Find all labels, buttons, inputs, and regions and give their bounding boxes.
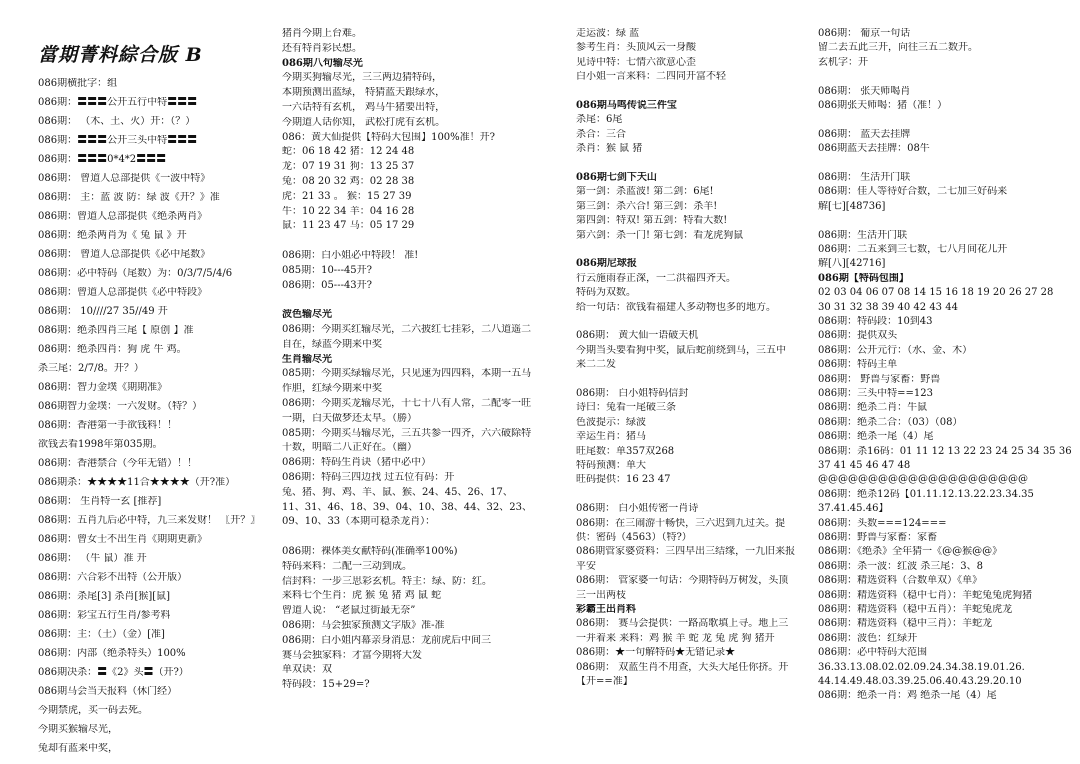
col1-text-line: 086期：绝杀四肖：狗 虎 牛 鸡。 bbox=[38, 344, 187, 355]
col3-text-line: 086期： 赛马会提供：一路高歌填上寻。地上三 bbox=[576, 618, 789, 629]
col1-text-line: 086期：香港禁合（今年无错）！！ bbox=[38, 458, 198, 469]
col4-text-line: 086期：必中特码大范围 bbox=[818, 647, 928, 658]
col3-text-line: 杀尾：6尾 bbox=[576, 114, 623, 125]
col1-text-line: 086期：曾道人总部提供《绝杀两肖》 bbox=[38, 211, 208, 222]
col1-text-line: 086期： 主：蓝 波 防：绿 波《开？》准 bbox=[38, 192, 220, 203]
col3-text-line: 086期马鸣传说三件宝 bbox=[576, 100, 677, 111]
col1-text-line: 086期：〓〓〓公开五行中特〓〓〓 bbox=[38, 97, 198, 108]
col3-text-line: 旺尾数：单357双268 bbox=[576, 446, 675, 457]
col4-text-line: 086期：头数===124=== bbox=[818, 518, 947, 529]
col2-text-line: 今期道人话你知， 武松打虎有玄机。 bbox=[282, 117, 446, 128]
col2-text-line: 一六话特有玄机， 鸡马牛猪要出特， bbox=[282, 102, 446, 113]
col4-text-line: 086期： 张天师喝肖 bbox=[818, 86, 911, 97]
col2-text-line: 还有特肖彩民想。 bbox=[282, 43, 362, 54]
col2-text-line: 086期：05---43开? bbox=[282, 280, 373, 291]
col4-text-line: 解[八][42716] bbox=[818, 258, 886, 269]
col1-text-line: 杀三尾：2/7/8。开？） bbox=[38, 363, 144, 374]
col4-text-line: 086期：佳人等待好合数，二七加三好码来 bbox=[818, 186, 1008, 197]
col3-text-line: 供：密码（4563）（特?） bbox=[576, 532, 692, 543]
col2-text-line: 086期：今期买龙输尽光，十七十八有人常，二配零一旺 bbox=[282, 398, 532, 409]
col2-text-line: 赛马会独家料：才富今期将大发 bbox=[282, 650, 422, 661]
col1-text-line: 086期：〓〓〓0*4*2〓〓〓 bbox=[38, 154, 167, 165]
col2-text-line: 09、10、33（本期可稳杀龙肖）： bbox=[282, 516, 436, 527]
col1-text-line: 今期买猴输尽光， bbox=[38, 724, 118, 735]
col2-text-line: 一期，白天做梦还太早。（勝） bbox=[282, 413, 417, 424]
col3-text-line: 平安 bbox=[576, 561, 596, 572]
col4-text-line: 086期：精选资料（稳中七肖）：羊蛇兔兔虎狗猪 bbox=[818, 590, 1033, 601]
col4-text-line: 086期： 野兽与家畜：野兽 bbox=[818, 374, 941, 385]
col2-text-line: 特码来料：二配一三动到成。 bbox=[282, 561, 412, 572]
col2-text-line: 特码段：15+29=? bbox=[282, 679, 370, 690]
col3-text-line: 杀合：三合 bbox=[576, 129, 626, 140]
col4-text-line: 086期：提供双头 bbox=[818, 330, 898, 341]
col3-text-line: 给一句话：欲钱看福建人多动物也多的地方。 bbox=[576, 302, 776, 313]
col2-text-line: 作胆，红绿今期来中奖 bbox=[282, 383, 382, 394]
col4-text-line: @@@@@@@@@@@@@@@@@@@@@ bbox=[818, 474, 1028, 485]
col1-text-line: 086期： 生肖特一玄 [推荐] bbox=[38, 496, 162, 507]
col4-text-line: 086期：二五来到三七数，七八月间花儿开 bbox=[818, 244, 1008, 255]
col4-text-line: 086期蓝天去挂牌：08牛 bbox=[818, 143, 930, 154]
col4-text-line: 086期：公开元行：（水、金、木） bbox=[818, 345, 973, 356]
col4-text-line: 086期：杀一波：红波 杀三尾：3、8 bbox=[818, 561, 983, 572]
col3-text-line: 【开==准】 bbox=[576, 676, 633, 687]
col2-text-line: 086：黄大仙提供【特码大包围】100%准！开? bbox=[282, 132, 496, 143]
col3-text-line: 086期管家婆资料：三四早出三结缘，一九旧来报 bbox=[576, 546, 796, 557]
col2-text-line: 086期：特码三四边找 过五位有码：开 bbox=[282, 472, 455, 483]
col2-text-line: 086期：今期买红输尽光，二六披红七挂彩，二八道遥二 bbox=[282, 324, 532, 335]
col1-text-line: 086期： 曾道人总部提供《必中尾数》 bbox=[38, 249, 211, 260]
col2-text-line: 086期八句输尽光 bbox=[282, 58, 363, 69]
col2-text-line: 来料七个生肖：虎 猴 兔 猪 鸡 鼠 蛇 bbox=[282, 590, 442, 601]
col2-text-line: 蛇：06 18 42 猪：12 24 48 bbox=[282, 146, 415, 157]
col1-text-line: 086期：内部（绝杀特头）100% bbox=[38, 648, 186, 659]
col3-text-line: 一并着来 来料：鸡 猴 羊 蛇 龙 兔 虎 狗 猪开 bbox=[576, 633, 775, 644]
col3-text-line: 特码为双数。 bbox=[576, 287, 636, 298]
col2-text-line: 11、31、46、18、39、04、10、38、44、32、23、 bbox=[282, 502, 532, 513]
col4-text-line: 086期【特码包围】 bbox=[818, 273, 909, 284]
col2-text-line: 牛：10 22 34 羊：04 16 28 bbox=[282, 206, 415, 217]
col2-text-line: 086期：白小姐必中特段！ 准! bbox=[282, 250, 419, 261]
col2-text-line: 生肖输尽光 bbox=[282, 354, 332, 365]
col1-text-line: 086期：杀尾[3] 杀肖[猴][鼠] bbox=[38, 591, 171, 602]
col2-text-line: 本期预测出蓝绿， 特猜蓝天跟绿水， bbox=[282, 87, 446, 98]
col3-text-line: 走运波：绿 蓝 bbox=[576, 28, 640, 39]
col4-text-line: 086期：精选资料（稳中三肖）：羊蛇龙 bbox=[818, 618, 993, 629]
col1-text-line: 086期：智力金墣《期期准》 bbox=[38, 382, 168, 393]
col4-text-line: 086期：野兽与家畜：家畜 bbox=[818, 532, 938, 543]
col4-text-line: 086期：绝杀一尾（4）尾 bbox=[818, 431, 934, 442]
col1-text-line: 086期： 曾道人总部提供《一波中特》 bbox=[38, 173, 211, 184]
col3-text-line: 086期： 白小姐传密一肖诗 bbox=[576, 503, 699, 514]
col3-text-line: 行云施雨春正深，一二洪福四齐天。 bbox=[576, 273, 736, 284]
col3-text-line: 086期：在三闹游十畅快，三六迟到九过关。提 bbox=[576, 518, 786, 529]
col2-text-line: 龙：07 19 31 狗：13 25 37 bbox=[282, 161, 415, 172]
col2-text-line: 085期：今期买马输尽光，三五共参一四齐，六六破除特 bbox=[282, 428, 532, 439]
col4-text-line: 086期：杀16码：01 11 12 13 22 23 24 25 34 35 36 bbox=[818, 446, 1072, 457]
col1-text-line: 086期智力金墣：一六发财。（特？） bbox=[38, 401, 203, 412]
col2-text-line: 信封料：一步三思彩玄机。特主：绿、防：红。 bbox=[282, 576, 492, 587]
col1-text-line: 欲钱去看1998年第035期。 bbox=[38, 439, 163, 450]
col1-text-line: 086期：香港第一手欲钱料！！ bbox=[38, 420, 178, 431]
col1-text-line: 086期：绝杀两肖为《 兔 鼠 》开 bbox=[38, 230, 187, 241]
col4-text-line: 37 41 45 46 47 48 bbox=[818, 460, 911, 471]
col3-text-line: 色波提示：绿波 bbox=[576, 417, 646, 428]
col1-text-line: 086期： （牛 鼠）准 开 bbox=[38, 553, 147, 564]
col1-text-line: 086期马会当天报料（休门经） bbox=[38, 686, 178, 697]
col3-text-line: 旺码提供：16 23 47 bbox=[576, 474, 671, 485]
col4-text-line: 解[七][48736] bbox=[818, 201, 886, 212]
col1-text-line: 086期： （木、土、火）开：（？） bbox=[38, 116, 196, 127]
col1-text-line: 086期：〓〓〓公开三头中特〓〓〓 bbox=[38, 135, 198, 146]
col2-text-line: 单双诀：双 bbox=[282, 664, 332, 675]
col1-text-line: 086期： 10////27 35//49 开 bbox=[38, 306, 168, 317]
col3-text-line: 特码预测：单大 bbox=[576, 460, 646, 471]
col3-text-line: 见诗中特：七情六欲意心歪 bbox=[576, 57, 696, 68]
col2-text-line: 波色输尽光 bbox=[282, 309, 332, 320]
col4-text-line: 086期：三头中特==123 bbox=[818, 388, 933, 399]
col4-text-line: 086期：特码段：10到43 bbox=[818, 316, 933, 327]
col1-text-line: 今期禁虎，买一码去死。 bbox=[38, 705, 148, 716]
col4-text-line: 086期张天师喝：猪（准！） bbox=[818, 100, 948, 111]
col1-text-line: 086期：绝杀四肖三尾【 原创 】准 bbox=[38, 325, 194, 336]
col3-text-line: 幸运生肖：猪马 bbox=[576, 431, 646, 442]
col4-text-line: 086期： 生活开门联 bbox=[818, 172, 911, 183]
col2-text-line: 085期：今期买绿输尽光，只见速为四四料，本期一五马 bbox=[282, 368, 532, 379]
col4-text-line: 086期：绝杀二肖：牛鼠 bbox=[818, 402, 928, 413]
col3-text-line: 086期： 双蓝生肖不用查，大头大尾任你挤。开 bbox=[576, 662, 789, 673]
col2-text-line: 086期：白小姐内幕亲身消息：龙前虎后中间三 bbox=[282, 635, 492, 646]
col4-text-line: 36.33.13.08.02.02.09.24.34.38.19.01.26. bbox=[818, 662, 1025, 673]
col1-text-line: 086期决杀：〓《2》头〓（开?） bbox=[38, 667, 189, 678]
col2-text-line: 086期：裸体美女献特码(准确率100%) bbox=[282, 546, 458, 557]
col3-text-line: 086期七剑下天山 bbox=[576, 172, 657, 183]
col3-text-line: 第一剑：杀蓝波! 第二剑：6尾! bbox=[576, 186, 714, 197]
col2-text-line: 曾道人说： “老鼠过街最无奈” bbox=[282, 605, 416, 616]
col4-text-line: 086期：精选资料（稳中五肖）：羊蛇兔虎龙 bbox=[818, 604, 1013, 615]
col1-text-line: 086期横批字：组 bbox=[38, 78, 118, 89]
col3-text-line: 第三剑：杀六合! 第三剑：杀羊! bbox=[576, 201, 718, 212]
col3-text-line: 彩霸王出肖料 bbox=[576, 604, 636, 615]
col4-text-line: 086期：绝杀12码【01.11.12.13.22.23.34.35 bbox=[818, 489, 1034, 500]
col2-text-line: 086期：马会独家预测文字版》准-准 bbox=[282, 620, 445, 631]
col4-text-line: 086期：《绝杀》全年猜一《@@猴@@》 bbox=[818, 546, 1003, 557]
col2-text-line: 今期买狗输尽光，三三两边猜特码， bbox=[282, 72, 442, 83]
col4-text-line: 086期：生活开门联 bbox=[818, 230, 908, 241]
col1-text-line: 086期杀：★★★★11合★★★★（开?准） bbox=[38, 477, 236, 488]
col2-text-line: 十数，明暗二八正好在。（幽） bbox=[282, 442, 417, 453]
col3-text-line: 三一出两枝 bbox=[576, 590, 626, 601]
col4-text-line: 086期： 葡京一句话 bbox=[818, 28, 911, 39]
col3-text-line: 诗曰：兔看一尾破三条 bbox=[576, 402, 676, 413]
col1-text-line: 兔却有蓝来中奖， bbox=[38, 743, 118, 754]
col3-text-line: 第六剑：杀一门! 第七剑：看龙虎狗鼠 bbox=[576, 230, 744, 241]
col1-text-line: 086期：必中特码（尾数）为：0/3/7/5/4/6 bbox=[38, 268, 233, 279]
col4-text-line: 086期：精选资料（合数单双）《单》 bbox=[818, 575, 983, 586]
document-title: 當期菁料綜合版 B bbox=[38, 44, 203, 66]
col4-text-line: 086期：绝杀一肖：鸡 绝杀一尾（4）尾 bbox=[818, 690, 997, 701]
col2-text-line: 虎：21 33 。 猴：15 27 39 bbox=[282, 191, 412, 202]
col2-text-line: 兔、猪、狗、鸡、羊、鼠、猴、24、45、26、17、 bbox=[282, 487, 513, 498]
col1-text-line: 086期：五肖九后必中特，九三来发财！ 〖开？〗 bbox=[38, 515, 261, 526]
col2-text-line: 085期：10---45开? bbox=[282, 265, 373, 276]
col4-text-line: 086期：绝杀二合：（03）（08） bbox=[818, 417, 963, 428]
col3-text-line: 来二二发 bbox=[576, 359, 616, 370]
col1-text-line: 086期：曾道人总部提供《必中特段》 bbox=[38, 287, 208, 298]
col2-text-line: 鼠：11 23 47 马：05 17 29 bbox=[282, 220, 415, 231]
col4-text-line: 44.14.49.48.03.39.25.06.40.43.29.20.10 bbox=[818, 676, 1022, 687]
col4-text-line: 30 31 32 38 39 40 42 43 44 bbox=[818, 302, 958, 313]
col2-text-line: 兔：08 20 32 鸡：02 28 38 bbox=[282, 176, 415, 187]
col1-text-line: 086期：彩宝五行生肖/参考料 bbox=[38, 610, 171, 621]
col3-text-line: 参考生肖：头顶风云一身酸 bbox=[576, 42, 696, 53]
col4-text-line: 37.41.45.46】 bbox=[818, 503, 889, 514]
col3-text-line: 086期：★一句解特码★无错记录★ bbox=[576, 647, 736, 658]
col1-text-line: 086期：六合彩不出特（公开版） bbox=[38, 572, 188, 583]
col3-text-line: 086期尼球报 bbox=[576, 258, 637, 269]
col1-text-line: 086期：主：（土）（金）[准] bbox=[38, 629, 165, 640]
col3-text-line: 086期： 黄大仙一语破天机 bbox=[576, 330, 699, 341]
col3-text-line: 第四剑：特双! 第五剑：特看大数! bbox=[576, 215, 728, 226]
col4-text-line: 086期：波色：红绿开 bbox=[818, 633, 918, 644]
col3-text-line: 白小姐一言来料：二四同开富不轻 bbox=[576, 71, 726, 82]
col4-text-line: 玄机字：开 bbox=[818, 57, 868, 68]
col2-text-line: 自在，绿蓝今期来中奖 bbox=[282, 339, 382, 350]
col3-text-line: 086期： 白小姐特码信封 bbox=[576, 388, 689, 399]
col3-text-line: 杀肖：猴 鼠 猪 bbox=[576, 143, 643, 154]
col4-text-line: 086期： 蓝天去挂牌 bbox=[818, 129, 911, 140]
col4-text-line: 02 03 04 06 07 08 14 15 16 18 19 20 26 27 28 bbox=[818, 287, 1054, 298]
col2-text-line: 猪肖今期上台难。 bbox=[282, 28, 362, 39]
col4-text-line: 086期：特码主单 bbox=[818, 359, 898, 370]
col3-text-line: 086期： 管家婆一句话：今期特码万树发，头顶 bbox=[576, 575, 789, 586]
col4-text-line: 留二去五此三开，向往三五二数开。 bbox=[818, 42, 978, 53]
col1-text-line: 086期：曾女士不出生肖《期期更新》 bbox=[38, 534, 208, 545]
col2-text-line: 086期：特码生肖诀（猪中必中） bbox=[282, 457, 432, 468]
col3-text-line: 今期当头要看狗中奖，鼠后蛇前绕到马，三五中 bbox=[576, 345, 786, 356]
